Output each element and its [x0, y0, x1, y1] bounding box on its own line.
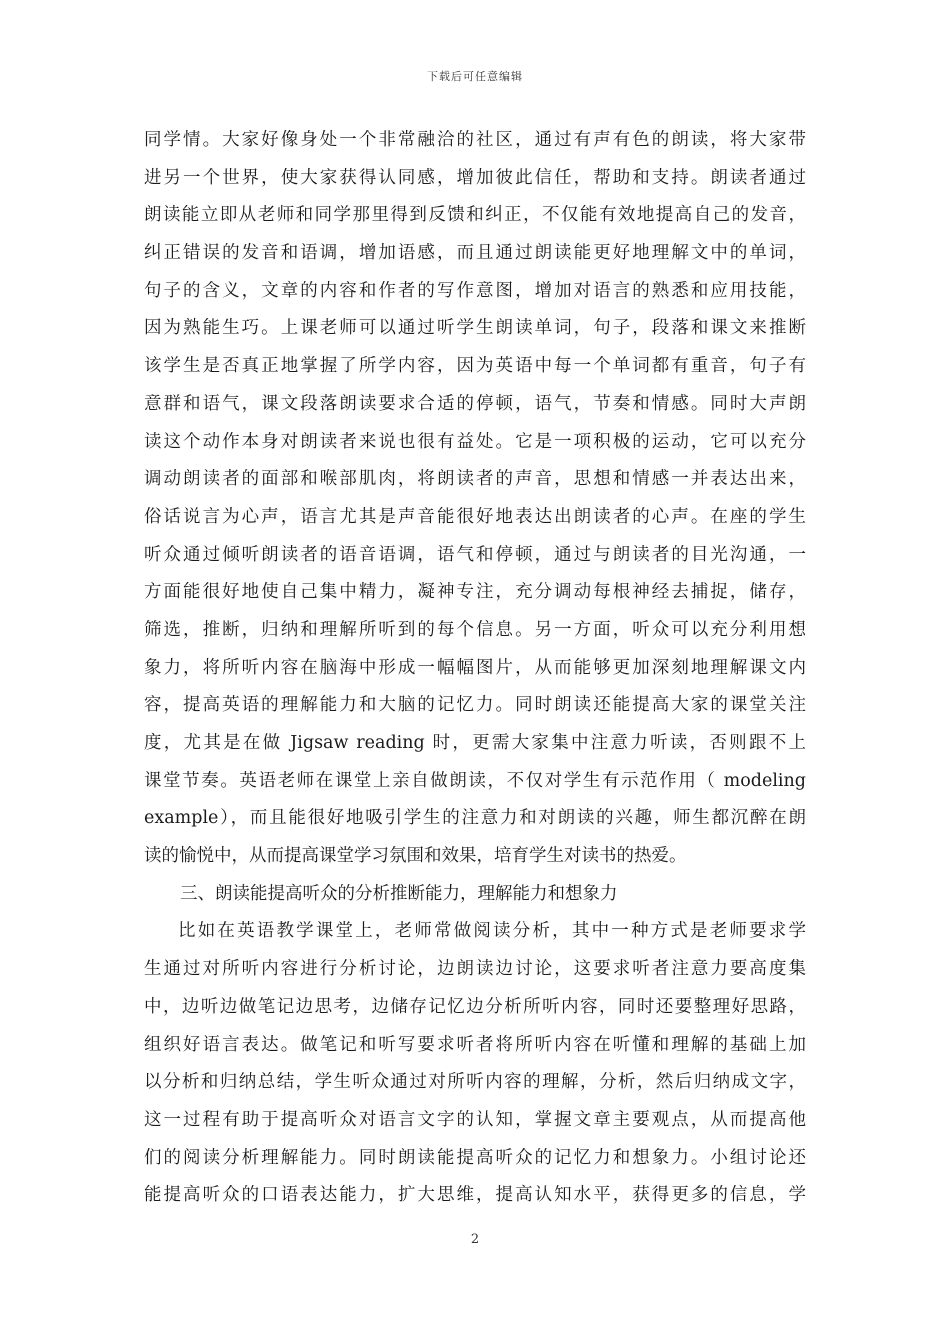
text-line: 该学生是否真正地掌握了所学内容，因为英语中每一个单词都有重音，句子有 — [144, 356, 806, 377]
text-line: 生通过对所听内容进行分析讨论，边朗读边讨论，这要求听者注意力要高度集 — [144, 959, 806, 980]
text-line: 进另一个世界，使大家获得认同感，增加彼此信任，帮助和支持。朗读者通过 — [144, 167, 806, 188]
text-line: 听众通过倾听朗读者的语音语调，语气和停顿，通过与朗读者的目光沟通，一 — [144, 544, 806, 565]
text-line: 句子的含义，文章的内容和作者的写作意图，增加对语言的熟悉和应用技能， — [144, 280, 806, 301]
page-number: 2 — [470, 1232, 480, 1247]
text-line: 能提高听众的口语表达能力，扩大思维，提高认知水平，获得更多的信息，学 — [144, 1185, 806, 1206]
page-header: 下载后可任意编辑 — [427, 70, 523, 83]
text-line: 方面能很好地使自己集中精力，凝神专注，充分调动每根神经去捕捉，储存， — [144, 582, 806, 603]
text-line: 以分析和归纳总结，学生听众通过对所听内容的理解，分析，然后归纳成文字， — [144, 1072, 806, 1093]
text-line: 组织好语言表达。做笔记和听写要求听者将所听内容在听懂和理解的基础上加 — [144, 1034, 806, 1055]
text-line: 筛选，推断，归纳和理解所听到的每个信息。另一方面，听众可以充分利用想 — [144, 619, 806, 640]
text-line: 度，尤其是在做 Jigsaw reading 时，更需大家集中注意力听读，否则跟不上 — [144, 733, 806, 753]
text-line: 比如在英语教学课堂上，老师常做阅读分析，其中一种方式是老师要求学 — [178, 921, 806, 942]
text-line: 们的阅读分析理解能力。同时朗读能提高听众的记忆力和想象力。小组讨论还 — [144, 1147, 806, 1168]
text-line: 意群和语气，课文段落朗读要求合适的停顿，语气，节奏和情感。同时大声朗 — [144, 393, 806, 414]
section-heading: 三、朗读能提高听众的分析推断能力，理解能力和想象力 — [180, 883, 618, 904]
text-line: 同学情。大家好像身处一个非常融洽的社区，通过有声有色的朗读，将大家带 — [144, 130, 806, 150]
text-line: 读的愉悦中，从而提高课堂学习氛围和效果，培育学生对读书的热爱。 — [144, 846, 687, 867]
text-line: 课堂节奏。英语老师在课堂上亲自做朗读，不仅对学生有示范作用（ modeling — [144, 770, 806, 791]
document-body — [144, 122, 806, 1215]
text-line: example），而且能很好地吸引学生的注意力和对朗读的兴趣，师生都沉醉在朗 — [144, 808, 806, 829]
text-line: 俗话说言为心声，语言尤其是声音能很好地表达出朗读者的心声。在座的学生 — [144, 506, 806, 527]
text-line: 调动朗读者的面部和喉部肌肉，将朗读者的声音，思想和情感一并表达出来， — [144, 469, 806, 490]
text-line: 朗读能立即从老师和同学那里得到反馈和纠正，不仅能有效地提高自己的发音， — [144, 205, 806, 226]
text-line: 读这个动作本身对朗读者来说也很有益处。它是一项积极的运动，它可以充分 — [144, 431, 806, 452]
text-line: 容，提高英语的理解能力和大脑的记忆力。同时朗读还能提高大家的课堂关注 — [144, 695, 806, 716]
text-line: 象力，将所听内容在脑海中形成一幅幅图片，从而能够更加深刻地理解课文内 — [144, 657, 806, 678]
text-line: 这一过程有助于提高听众对语言文字的认知，掌握文章主要观点，从而提高他 — [144, 1109, 806, 1130]
text-line: 纠正错误的发音和语调，增加语感，而且通过朗读能更好地理解文中的单词， — [144, 243, 806, 264]
text-line: 中，边听边做笔记边思考，边储存记忆边分析所听内容，同时还要整理好思路， — [144, 996, 806, 1017]
text-line: 因为熟能生巧。上课老师可以通过听学生朗读单词，句子，段落和课文来推断 — [144, 318, 806, 339]
